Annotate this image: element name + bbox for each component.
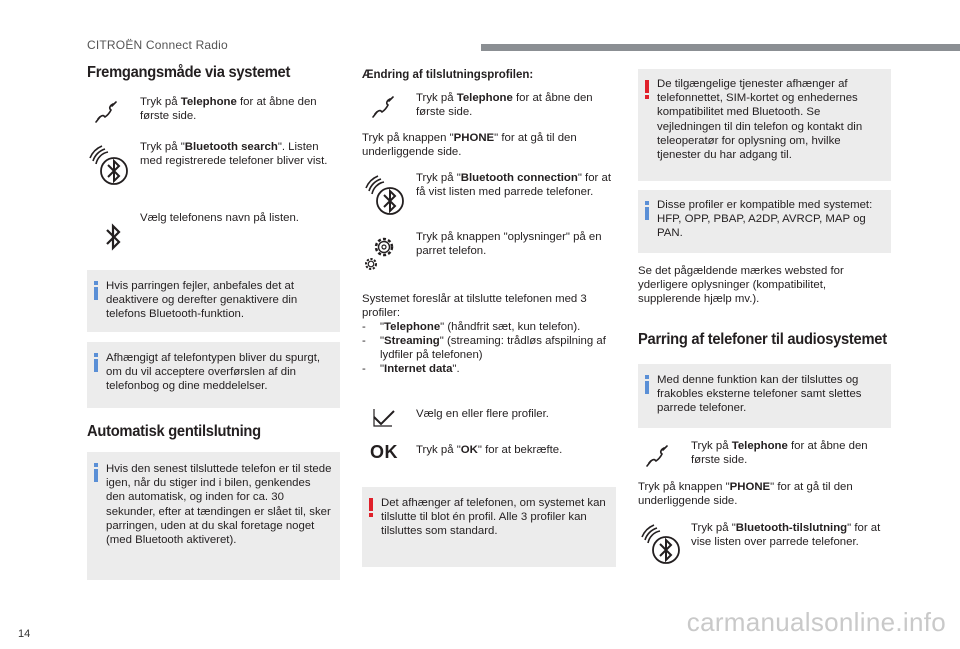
settings-gears-icon (362, 230, 406, 274)
para-phone-button: Tryk på knappen "PHONE" for at gå til den underliggende side. (362, 132, 577, 159)
phone-icon (642, 441, 672, 471)
step-info-button: Tryk på knappen "oplysninger" på en parret telefon. (416, 231, 602, 258)
watermark: carmanualsonline.info (686, 607, 946, 637)
info-note-pairing-failed: Hvis parringen fejler, anbefales det at deaktivere og derefter genaktivere din telefons Bluetooth-funktion. (87, 270, 340, 332)
heading-procedure-via-system: Fremgangsmåde via systemet (87, 64, 291, 81)
step-telephone: Tryk på Telephone for at åbne den første side. (416, 92, 593, 119)
phone-icon (91, 97, 121, 127)
bluetooth-search-icon (88, 144, 132, 188)
step-select-profiles: Vælg en eller flere profiler. (416, 408, 549, 420)
bluetooth-search-icon (364, 174, 408, 218)
profile-list-item: - "Telephone" (håndfrit sæt, kun telefon). (362, 321, 581, 333)
profile-list-item: - "Streaming" (streaming: trådløs afspilning af lydfiler på telefonen) (362, 335, 606, 362)
step-select-phone: Vælg telefonens navn på listen. (140, 212, 299, 224)
para-profiles-intro: Systemet foreslår at tilslutte telefonen med 3 profiler: (362, 293, 587, 320)
ok-icon: OK (370, 442, 398, 462)
para-brand-website: Se det pågældende mærkes websted for yderligere oplysninger (kompatibilitet, supplerende hjælp mv.). (638, 265, 844, 306)
phone-icon (368, 92, 398, 122)
info-note-auto-reconnect: Hvis den senest tilsluttede telefon er til stede igen, når du stiger ind i bilen, genkendes den automatisk, og inden for ca. 30 sekunder, efter at tændingen er slået til, sker parringen, uden at du skal foretage noget (med Bluetooth aktiveret). (87, 452, 340, 580)
warning-note-profiles: Det afhænger af telefonen, om systemet kan tilslutte til blot én profil. Alle 3 profiler kan tilsluttes som standard. (362, 487, 616, 567)
info-note-connect-disconnect: Med denne funktion kan der tilsluttes og frakobles eksterne telefoner samt slettes parrede telefoner. (638, 364, 891, 428)
bluetooth-search-icon (640, 523, 684, 567)
heading-pairing-audio-system: Parring af telefoner til audiosystemet (638, 331, 887, 348)
warning-note-services: De tilgængelige tjenester afhænger af telefonnettet, SIM-kortet og enhedernes kompatibilitet med Bluetooth. Se vejledningen til din telefon og kontakt din teleoperatør for oplysning om, hvilke tjenester du har adgang til. (638, 69, 891, 181)
step-ok-confirm: Tryk på "OK" for at bekræfte. (416, 444, 563, 456)
running-header: CITROËN Connect Radio (87, 38, 228, 52)
bluetooth-icon (98, 218, 128, 258)
info-note-compatible-profiles: Disse profiler er kompatible med systemet: HFP, OPP, PBAP, A2DP, AVRCP, MAP og PAN. (638, 190, 891, 253)
step-telephone: Tryk på Telephone for at åbne den første side. (140, 96, 317, 123)
step-telephone: Tryk på Telephone for at åbne den første side. (691, 440, 868, 467)
heading-change-profile: Ændring af tilslutningsprofilen: (362, 69, 534, 81)
step-bluetooth-connection: Tryk på "Bluetooth connection" for at få vist listen med parrede telefoner. (416, 172, 611, 199)
para-phone-button: Tryk på knappen "PHONE" for at gå til den underliggende side. (638, 481, 853, 508)
step-bluetooth-tilslutning: Tryk på "Bluetooth-tilslutning" for at vise listen over parrede telefoner. (691, 522, 881, 549)
info-note-phonebook: Afhængigt af telefontypen bliver du spurgt, om du vil acceptere overførslen af din telefonbog og dine meddelelser. (87, 342, 340, 408)
checkmark-icon (369, 402, 399, 432)
page-number: 14 (18, 628, 31, 640)
profile-list-item: - "Internet data". (362, 363, 460, 375)
step-bluetooth-search: Tryk på "Bluetooth search". Listen med registrerede telefoner bliver vist. (140, 141, 328, 168)
heading-automatic-reconnect: Automatisk gentilslutning (87, 423, 261, 440)
header-bar (481, 44, 960, 51)
